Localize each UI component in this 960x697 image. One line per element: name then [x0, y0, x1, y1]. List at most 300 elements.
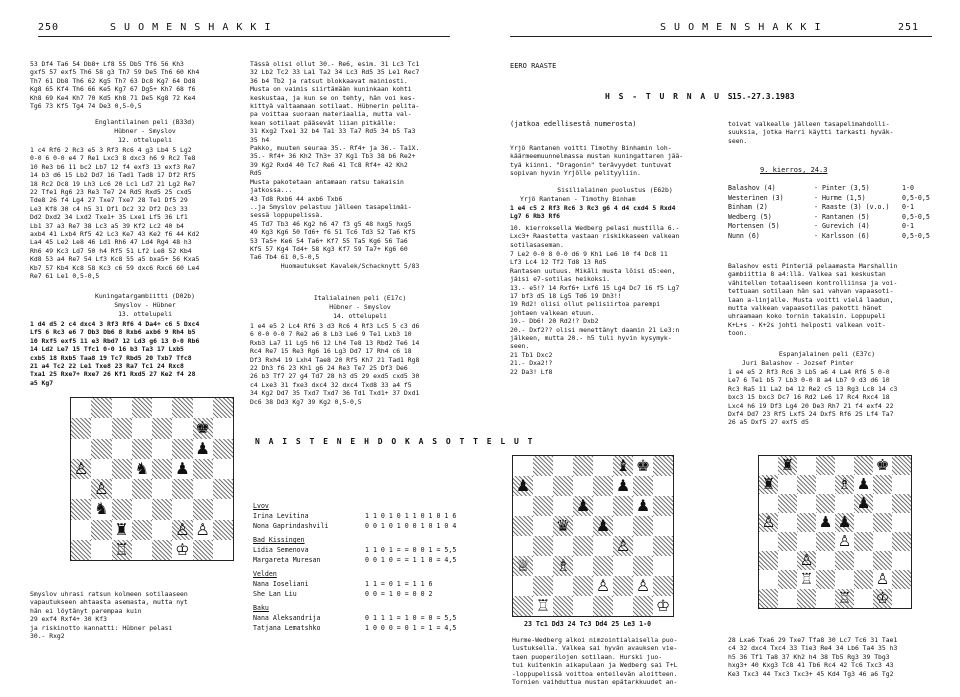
- chess-piece: ♟: [575, 496, 591, 515]
- board-square: [513, 456, 533, 476]
- board-square: [71, 439, 91, 459]
- board-square: [553, 536, 573, 556]
- game13-caption: Smyslov uhrasi ratsun kolmeen sotilaaseen vapautukseen ahtaasta asemasta, mutta nyt hän ei löytänyt parempaa kuin 29 exf4 Rxf4+ 30 Kf3 ja riskinotto kannatti: Hübner pelasi 30.- Rxg2: [30, 590, 188, 641]
- board-square: [112, 459, 132, 479]
- report-continuation: toivat valkealle jälleen tasapelimahdolli- suuksia, jotka Harri käytti tarkasti hyväk- seen.: [728, 120, 894, 145]
- player-name: Margareta Muresan: [253, 556, 321, 564]
- board-square: [573, 536, 593, 556]
- board-square: [593, 556, 613, 576]
- board-square: [71, 398, 91, 418]
- board-square: [193, 520, 213, 540]
- board-square: [132, 418, 152, 438]
- board-square: [91, 540, 111, 560]
- board-square: [816, 551, 835, 570]
- board-square: [132, 540, 152, 560]
- board-square: [172, 479, 192, 499]
- board-square: [759, 456, 778, 475]
- board-square: [816, 570, 835, 589]
- board-square: [854, 570, 873, 589]
- board-square: [91, 418, 111, 438]
- board-square: [778, 532, 797, 551]
- women-candidates-header: N A I S T E N E H D O K A S O T T E L U T: [255, 437, 535, 446]
- game14-round: 14. ottelupeli: [333, 312, 387, 320]
- chess-diagram-1: [70, 397, 234, 561]
- board-square: [593, 596, 613, 616]
- chess-piece: ♙: [175, 519, 190, 539]
- chess-piece: ♙: [615, 536, 631, 555]
- board-square: [653, 596, 673, 616]
- board-square: [553, 596, 573, 616]
- chess-piece: ♞: [94, 499, 109, 519]
- board-square: [553, 496, 573, 516]
- chess-piece: ♗: [555, 556, 571, 575]
- board-square: [193, 398, 213, 418]
- board-square: [112, 540, 132, 560]
- chess-piece: ♔: [175, 539, 190, 559]
- board-square: [892, 494, 911, 513]
- board-square: [633, 456, 653, 476]
- board-square: [213, 499, 233, 519]
- game13-round: 13. ottelupeli: [118, 310, 172, 318]
- board-square: [759, 494, 778, 513]
- board-square: [573, 596, 593, 616]
- chess-piece: ♟: [818, 512, 833, 531]
- board-square: [873, 589, 892, 608]
- continued-note: (jatkoa edellisestä numerosta): [510, 120, 637, 128]
- board-square: [873, 494, 892, 513]
- board-square: [816, 494, 835, 513]
- board-square: [835, 456, 854, 475]
- board-square: [71, 418, 91, 438]
- board-square: [152, 439, 172, 459]
- result-white: Wedberg (5): [728, 212, 772, 221]
- board-square: [613, 536, 633, 556]
- result-black: - Pinter (3,5): [814, 184, 870, 192]
- board-square: [593, 516, 613, 536]
- board-square: [593, 456, 613, 476]
- board-square: [91, 459, 111, 479]
- board-square: [797, 456, 816, 475]
- board-square: [873, 456, 892, 475]
- board-square: [193, 439, 213, 459]
- board-square: [593, 536, 613, 556]
- chess-piece: ♜: [780, 455, 795, 474]
- chess-piece: ♜: [114, 519, 129, 539]
- board-square: [152, 499, 172, 519]
- board-square: [71, 520, 91, 540]
- match-player-row: [253, 522, 458, 532]
- board-square: [593, 496, 613, 516]
- chess-piece: ♙: [94, 479, 109, 499]
- board-square: [854, 532, 873, 551]
- board-square: [633, 536, 653, 556]
- player-name: Nana Ioseliani: [253, 580, 309, 588]
- chess-piece: ♚: [875, 455, 890, 474]
- board-square: [533, 496, 553, 516]
- board-square: [533, 576, 553, 596]
- board-square: [152, 398, 172, 418]
- board-square: [112, 479, 132, 499]
- board-square: [593, 576, 613, 596]
- board-square: [778, 589, 797, 608]
- board-square: [613, 476, 633, 496]
- board-square: [553, 476, 573, 496]
- board-square: [91, 398, 111, 418]
- board-square: [892, 456, 911, 475]
- board-square: [533, 476, 553, 496]
- board-square: [653, 536, 673, 556]
- game14-title: Italialainen peli (E17c): [313, 294, 407, 302]
- board-square: [213, 540, 233, 560]
- report-hurme: Hurme-Wedberg alkoi nimzointialaisella puo- lustuksella. Valkea sai hyvän avauksen vie- taen puoperilojen sotilaan. Hurski juo- tui kuitenkin aikapulaan ja Wedberg sai T+L -loppupelissä voittoa enteilevän aloitteen. Tornien vaihduttua mustan epätarkkuudet an-: [512, 636, 678, 687]
- chess-piece: ♙: [761, 512, 776, 531]
- board-square: [152, 479, 172, 499]
- board-square: [633, 496, 653, 516]
- result-white: Westerinen (3): [728, 193, 784, 202]
- board-square: [553, 456, 573, 476]
- chess-piece: ♟: [856, 493, 871, 512]
- chess-piece: ♖: [837, 588, 852, 607]
- match-player-row: [253, 590, 458, 600]
- board-square: [553, 576, 573, 596]
- game-a-moves-continued: 7 Le2 0-0 8 0-0 d6 9 Kh1 Le6 10 f4 Dc8 11 Lf3 Lc4 12 Tf2 Td8 13 Rd5 Rantasen uutuus. Mikäli musta lõisi d5:een, jäisi e7-sotilas heikoksi. 13.- e5!? 14 Rxf6+ Lxf6 15 Lg4 Dc7 16 f5 Lg7 17 bf3 d5 18 Lg5 Td6 19 Dh3!! 19 Rd2! olisi ollut pelisiirtoa parempi johtaen valkean etuun. 19.- Db6! 20 Rd2!? Dxb2 20.- Dxf2?? olisi menettänyt daamin 21 Le3:n jälkeen, mutta 20.- h5 tuli hyvin kysymyk- seen. 21 Tb1 Dxc2 21.- Dxa2!? 22 Da3! Lf8: [510, 250, 680, 376]
- event-title: H S - T U R N A U S: [605, 92, 735, 101]
- player-name: Tatjana Lematshko: [253, 624, 321, 632]
- match-player-row: [253, 614, 458, 624]
- board-square: [759, 589, 778, 608]
- board-square: [533, 596, 553, 616]
- result-white: Binham (2): [728, 203, 768, 211]
- board-square: [778, 475, 797, 494]
- game12-round: 12. ottelupeli: [118, 136, 172, 144]
- result-row: [728, 203, 938, 213]
- board-square: [613, 556, 633, 576]
- event-dates: 15.-27.3.1983: [732, 92, 795, 101]
- right-header-rule: [510, 36, 932, 37]
- chess-piece: ♝: [615, 456, 631, 475]
- match-player-row: [253, 624, 458, 634]
- chess-diagram-3: [758, 455, 912, 609]
- result-white: Mortensen (5): [728, 222, 780, 230]
- result-black: - Karlsson (6): [814, 231, 870, 240]
- board-square: [91, 520, 111, 540]
- chess-piece: ♟: [175, 458, 190, 478]
- game-continuation-moves: 53 Df4 Ta6 54 Db8+ Lf8 55 Db5 Tf6 56 Kh3 gxf5 57 exf5 Th6 58 g3 Th7 59 De5 Th6 60 Kh4 Th7 61 Db8 Th6 62 Kg5 Th7 63 Dc8 Kg7 64 Dd8 Kg8 65 Kf4 Th6 66 Ke5 Kg7 67 Dg5+ Kh7 68 f6 Kh8 69 Ke4 Kh7 70 Kd5 Kh8 71 De5 Kg8 72 Ke4 Tg6 73 Kf5 Tg4 74 De3 0,5-0,5: [30, 60, 200, 111]
- board-square: [132, 520, 152, 540]
- board-square: [778, 494, 797, 513]
- report-wedberg: 10. kierroksella Wedberg pelasi mustilla 6.- Lxc3+ Raastetta vastaan riskikkaseen valkean sotilasaseman.: [510, 224, 680, 249]
- board-square: [533, 536, 553, 556]
- board-square: [873, 551, 892, 570]
- result-row: [728, 222, 938, 232]
- board-square: [213, 479, 233, 499]
- match-player-row: [253, 580, 458, 590]
- chess-piece: ♙: [875, 569, 890, 588]
- board-square: [132, 499, 152, 519]
- player-score: 1 1 = 0 1 = 1 1 6: [365, 580, 433, 588]
- chess-piece: ♟: [635, 496, 651, 515]
- player-name: Lidia Semenova: [253, 546, 309, 554]
- board-square: [835, 532, 854, 551]
- match-player-row: [253, 556, 458, 566]
- board-square: [653, 576, 673, 596]
- result-row: [728, 232, 938, 242]
- board-square: [91, 479, 111, 499]
- chess-piece: ♛: [555, 516, 571, 535]
- player-name: Irina Levitina: [253, 512, 309, 520]
- chess-piece: ♙: [595, 576, 611, 595]
- board-square: [193, 540, 213, 560]
- match-venue: Lvov: [253, 502, 269, 510]
- board-square: [112, 398, 132, 418]
- game-b-moves: 1 e4 e5 2 Rf3 Rc6 3 Lb5 a6 4 La4 Rf6 5 0-0 Le7 6 Te1 b5 7 Lb3 0-0 8 a4 Lb7 9 d3 d6 10 Rc3 Ra5 11 La2 b4 12 Re2 c5 13 Rg3 Lc8 14 c3 bxc3 15 bxc3 Dc7 16 Rd2 Le6 17 Rc4 Rxc4 18 Lxc4 h6 19 Df3 Lg4 20 De3 Rh7 21 f4 exf4 22 Dxf4 Dd7 23 Rf5 Lxf5 24 Dxf5 Rf6 25 Lf4 Ta7 26 a5 Dxf5 27 exf5 d5: [728, 368, 898, 427]
- board-square: [873, 475, 892, 494]
- game14-moves: 1 e4 e5 2 Lc4 Rf6 3 d3 Rc6 4 Rf3 Lc5 5 c3 d6 6 0-0 0-0 7 Re2 a6 8 Lb3 Le6 9 Te1 Lxb3 10 Rxb3 La7 11 Lg5 h6 12 Lh4 Te8 13 Rbd2 Te6 14 Rc4 Re7 15 Re3 Rg6 16 Lg3 Dd7 17 Rh4 c6 18 Df3 Rxh4 19 Lxh4 Tae8 20 Rf5 Kh7 21 Tad1 Rg8 22 Dh3 f6 23 Kh1 g6 24 Re3 Te7 25 Df3 De6 26 b3 Tf7 27 g4 Td7 28 h3 d5 29 exd5 cxd5 30 c4 Lxe3 31 fxe3 dxc4 32 dxc4 Txd8 33 a4 f5 34 Kg2 Dd7 35 Txd7 Txd7 36 Td1 Txd1+ 37 Dxd1 Dc6 38 Dd3 Kg7 39 Kg2 0,5-0,5: [250, 322, 420, 406]
- game12-players: Hübner - Smyslov: [114, 127, 176, 135]
- board-square: [778, 570, 797, 589]
- board-square: [778, 513, 797, 532]
- board-square: [613, 596, 633, 616]
- left-page-header: S U O M E N S H A K K I: [110, 22, 272, 33]
- game-b-players: Juri Balashov - Jozsef Pinter: [742, 359, 854, 367]
- chess-piece: ♔: [875, 588, 890, 607]
- board-square: [132, 459, 152, 479]
- board-square: [633, 516, 653, 536]
- board-square: [513, 536, 533, 556]
- board-square: [172, 398, 192, 418]
- board-square: [816, 532, 835, 551]
- report-rantanen: Yrjö Rantanen voitti Timothy Binhamin loh- käärmeemuunnelmassa mustan kuningattaren jää- tyä kiinni. "Dragonin" terävyydet tuntuvat sopivan hyvin Yrjölle pelityyliin.: [510, 144, 684, 178]
- board-square: [759, 570, 778, 589]
- board-square: [816, 513, 835, 532]
- board-square: [172, 520, 192, 540]
- match-venue: Velden: [253, 570, 277, 578]
- board-square: [892, 570, 911, 589]
- game13-moves: 1 d4 d5 2 c4 dxc4 3 Rf3 Rf6 4 Da4+ c6 5 Dxc4 Lf5 6 Rc3 e6 7 Db3 Db6 8 Rxb6 axb6 9 Rh4 b5 10 Rxf5 exf5 11 e3 Rbd7 12 Ld3 g6 13 0-0 Rb6 14 Ld2 Le7 15 Tfc1 0-0 16 b3 Ta3 17 Lxb5 cxb5 18 Rxb5 Taa8 19 Tc7 Rbd5 20 Txb7 Tfc8 21 a4 Tc2 22 Le1 Txe8 23 Ra7 Tc1 24 Rxc8 Txa1 25 Rxe7+ Rxe7 26 Kf1 Rxd5 27 Ke2 f4 28 a5 Kg7: [30, 320, 200, 387]
- board-square: [653, 556, 673, 576]
- board-square: [816, 589, 835, 608]
- chess-piece: ♖: [535, 596, 551, 615]
- board-square: [193, 459, 213, 479]
- board-square: [854, 589, 873, 608]
- game13-title: Kuningatargambiitti (D02b): [94, 292, 196, 300]
- board-square: [892, 589, 911, 608]
- board-square: [152, 418, 172, 438]
- board-square: [854, 456, 873, 475]
- board-square: [112, 499, 132, 519]
- board-square: [759, 513, 778, 532]
- board-square: [816, 475, 835, 494]
- board-square: [112, 439, 132, 459]
- board-square: [91, 499, 111, 519]
- board-square: [835, 589, 854, 608]
- result-score: 0,5-0,5: [902, 193, 930, 202]
- result-score: 1-0: [902, 184, 914, 192]
- player-name: Nona Gaprindashvili: [253, 522, 329, 530]
- right-page-number: 251: [898, 22, 920, 33]
- board-square: [573, 456, 593, 476]
- board-square: [213, 520, 233, 540]
- chess-piece: ♗: [837, 474, 852, 493]
- board-square: [213, 439, 233, 459]
- board-square: [892, 532, 911, 551]
- chess-piece: ♙: [73, 458, 89, 478]
- board-square: [835, 570, 854, 589]
- board-square: [172, 540, 192, 560]
- board-square: [892, 475, 911, 494]
- result-score: 0-1: [902, 203, 914, 211]
- result-score: 0,5-0,5: [902, 231, 930, 240]
- board-square: [71, 540, 91, 560]
- board-square: [653, 496, 673, 516]
- chess-piece: ♚: [195, 418, 210, 438]
- result-score: 0,5-0,5: [902, 212, 930, 221]
- board-square: [873, 513, 892, 532]
- board-square: [533, 516, 553, 536]
- round9-title: 9. kierros, 24.3: [760, 166, 828, 174]
- board-square: [213, 398, 233, 418]
- board-square: [778, 456, 797, 475]
- chess-diagram-2: [512, 455, 674, 617]
- match-venue: Bad Kissingen: [253, 536, 305, 544]
- chess-piece: ♕: [515, 556, 531, 575]
- board-square: [513, 596, 533, 616]
- board-square: [653, 516, 673, 536]
- board-square: [633, 476, 653, 496]
- chess-piece: ♔: [655, 596, 671, 615]
- result-black: - Rantanen (5): [814, 212, 870, 221]
- board-square: [193, 479, 213, 499]
- board-square: [213, 459, 233, 479]
- diagram2-caption: 23 Tc1 Dd3 24 Tc3 Dd4 25 Le3 1-0: [524, 620, 652, 628]
- board-square: [132, 398, 152, 418]
- author-name: EERO RAASTE: [510, 62, 557, 70]
- game-b-moves-end: 28 Lxa6 Txa6 29 Txe7 Tfa8 30 Lc7 Tc6 31 Tae1 c4 32 dxc4 Txc4 33 Tie3 Re4 34 Lb6 Ta4 35 h3 h5 36 Tf1 Ta8 37 Kh2 h4 38 Tb5 Rg3 39 Tbg3 hxg3+ 40 Kxg3 Tc8 41 Tb6 Rc4 42 Tc6 Txc3 43 Ke3 Txc3 44 Txc3 Txc3+ 45 Kd4 Tg3 46 a6 Tg2: [728, 636, 898, 678]
- player-name: Nana Aleksandrija: [253, 614, 321, 622]
- chess-piece: ♙: [635, 576, 651, 595]
- board-square: [797, 551, 816, 570]
- board-square: [513, 556, 533, 576]
- player-name: She Lan Liu: [253, 590, 297, 598]
- result-row: [728, 194, 938, 204]
- board-square: [854, 513, 873, 532]
- chess-piece: ♟: [837, 512, 852, 531]
- board-square: [573, 576, 593, 596]
- board-square: [816, 456, 835, 475]
- board-square: [797, 513, 816, 532]
- right-page-header: S U O M E N S H A K K I: [660, 22, 822, 33]
- player-score: 0 1 1 1 = 1 0 = 0 = 5,5: [365, 614, 457, 622]
- match-player-row: [253, 512, 458, 522]
- board-square: [797, 532, 816, 551]
- game12-title: Englantilainen peli (B33d): [94, 118, 196, 126]
- board-square: [132, 479, 152, 499]
- board-square: [553, 516, 573, 536]
- result-black: - Hurme (1,5): [814, 193, 866, 202]
- board-square: [573, 476, 593, 496]
- board-square: [553, 556, 573, 576]
- board-square: [854, 494, 873, 513]
- player-score: 1 0 0 0 = 0 1 = 1 = 4,5: [365, 624, 457, 632]
- board-square: [778, 551, 797, 570]
- board-square: [573, 496, 593, 516]
- board-square: [633, 556, 653, 576]
- result-row: [728, 184, 938, 194]
- result-white: Nunn (6): [728, 231, 760, 240]
- board-square: [513, 476, 533, 496]
- game14-players: Hübner - Smyslov: [329, 303, 391, 311]
- board-square: [112, 418, 132, 438]
- board-square: [533, 456, 553, 476]
- match-player-row: [253, 546, 458, 556]
- chess-piece: ♚: [635, 456, 651, 475]
- board-square: [71, 459, 91, 479]
- board-square: [759, 532, 778, 551]
- board-square: [213, 418, 233, 438]
- board-square: [71, 499, 91, 519]
- board-square: [633, 596, 653, 616]
- board-square: [172, 459, 192, 479]
- player-score: 0 0 1 0 = = 1 1 0 = 4,5: [365, 556, 457, 564]
- board-square: [132, 439, 152, 459]
- chess-piece: ♙: [799, 550, 814, 569]
- board-square: [193, 418, 213, 438]
- chess-piece: ♙: [837, 531, 852, 550]
- player-score: 1 1 0 1 = = 0 0 1 = 5,5: [365, 546, 457, 554]
- board-square: [573, 556, 593, 576]
- board-square: [613, 516, 633, 536]
- chess-piece: ♙: [195, 519, 210, 539]
- board-square: [593, 476, 613, 496]
- board-square: [613, 576, 633, 596]
- board-square: [873, 532, 892, 551]
- game-a-moves: 1 e4 c5 2 Rf3 Rc6 3 Rc3 g6 4 d4 cxd4 5 Rxd4 Lg7 6 Rb3 Rf6: [510, 204, 676, 221]
- board-square: [533, 556, 553, 576]
- result-white: Balashov (4): [728, 184, 776, 192]
- chess-piece: ♖: [799, 569, 814, 588]
- board-square: [854, 475, 873, 494]
- board-square: [797, 475, 816, 494]
- board-square: [172, 418, 192, 438]
- game-b-title: Espanjalainen peli (E37c): [778, 350, 876, 358]
- board-square: [653, 456, 673, 476]
- board-square: [633, 576, 653, 596]
- board-square: [759, 475, 778, 494]
- game13-players: Smyslov - Hübner: [114, 301, 176, 309]
- chess-piece: ♖: [114, 539, 129, 559]
- player-score: 0 0 1 0 1 0 0 1 0 1 0 4: [365, 522, 457, 530]
- chess-piece: ♟: [595, 516, 611, 535]
- board-square: [892, 513, 911, 532]
- board-square: [172, 439, 192, 459]
- board-square: [513, 576, 533, 596]
- women-match-tables: [253, 498, 458, 634]
- board-square: [797, 570, 816, 589]
- board-square: [797, 494, 816, 513]
- match-venue: Baku: [253, 604, 269, 612]
- board-square: [759, 551, 778, 570]
- board-square: [873, 570, 892, 589]
- board-square: [613, 456, 633, 476]
- board-square: [91, 439, 111, 459]
- chess-piece: ♞: [134, 458, 150, 478]
- board-square: [152, 459, 172, 479]
- board-square: [193, 499, 213, 519]
- report-balashov: Balashov esti Pinteriä pelaamasta Marshallin gambiittia 8 a4:llä. Valkea sai keskustan vähitellen totaaliseen kontrolliinsa ja voi- tettuaan sotilaan hän sai vahvan vapaasoti- laan a-linjalle. Musta voitti vielä laadun, mutta valkean vapaasotilas pakotti hänet uhraamaan koko tornin takaisin. Loppupeli K+L+s - K+2s johti helposti valkean voit- toon.: [728, 262, 898, 338]
- board-square: [892, 551, 911, 570]
- game-a-title: Sisilialainen puolustus (E62b): [557, 186, 673, 194]
- result-score: 0-1: [902, 222, 914, 230]
